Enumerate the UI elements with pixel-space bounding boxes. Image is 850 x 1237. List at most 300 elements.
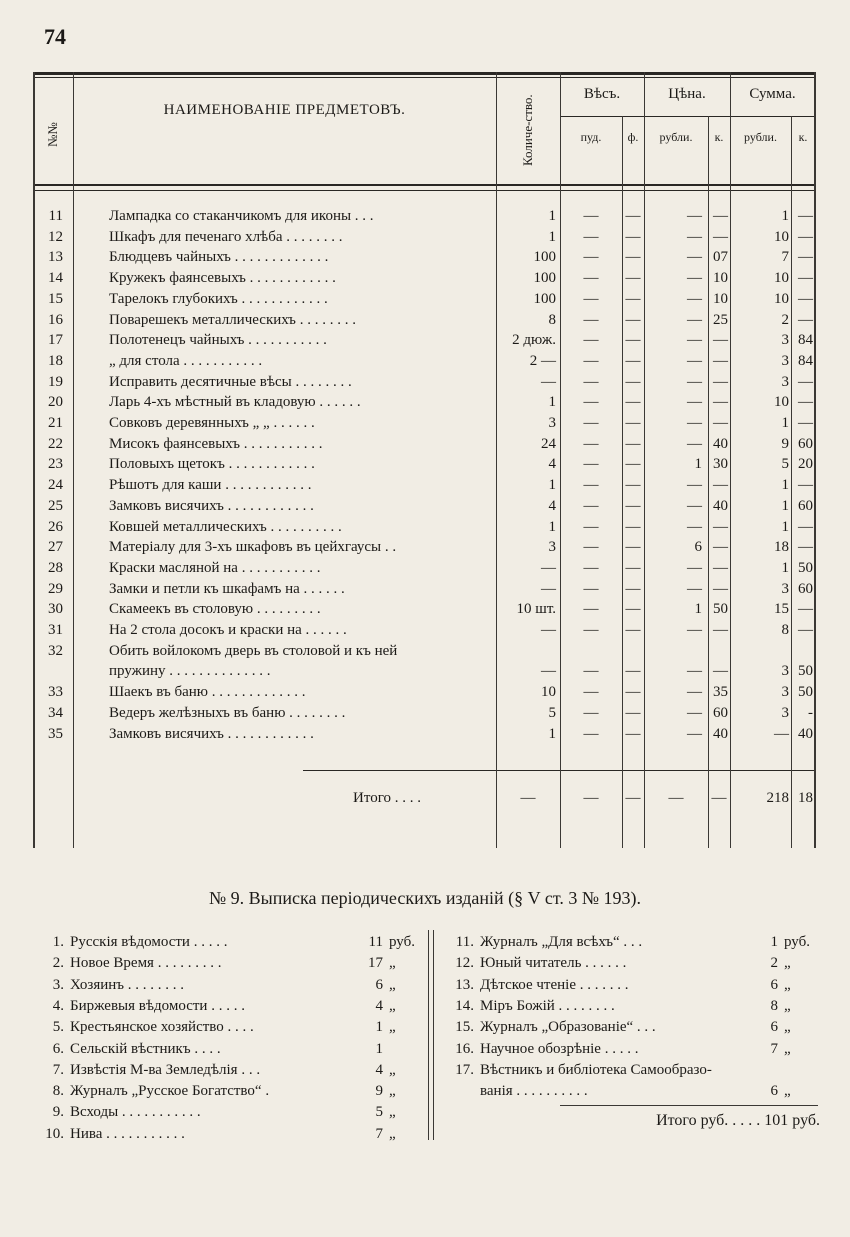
periodical-price: 1 <box>770 934 778 950</box>
cell-pud: — <box>583 497 599 514</box>
cell-qty: 5 <box>548 704 556 721</box>
total-f: — <box>625 790 641 806</box>
cell-name: Шкафъ для печенаго хлѣба . . . . . . . . <box>109 228 343 245</box>
cell-rub: — <box>687 497 702 514</box>
cell-f: — <box>625 622 641 638</box>
table-row <box>33 330 815 350</box>
cell-rub: — <box>687 332 702 349</box>
table-row <box>33 599 815 619</box>
cell-f: — <box>625 415 641 431</box>
cell-f: — <box>625 270 641 287</box>
periodical-name: Русскія вѣдомости . . . . . <box>70 934 228 950</box>
cell-pud: — <box>583 622 599 638</box>
cell-f: — <box>625 456 641 473</box>
cell-srub: 10 <box>774 270 789 287</box>
cell-rub: — <box>687 208 702 224</box>
cell-srub: — <box>774 725 789 742</box>
cell-skop: - <box>808 704 813 721</box>
cell-num: 31 <box>48 622 63 638</box>
header-price: Цѣна. <box>668 86 706 102</box>
periodical-price: 17 <box>368 955 383 972</box>
cell-srub: 7 <box>781 249 789 266</box>
cell-kop: 07 <box>713 249 728 266</box>
table-row <box>33 661 815 681</box>
cell-srub: 3 <box>781 684 789 701</box>
cell-f: — <box>625 580 641 597</box>
total-kop: — <box>711 790 727 806</box>
cell-srub: 15 <box>774 601 789 618</box>
cell-srub: 9 <box>781 435 789 452</box>
periodical-name: Извѣстія М-ва Земледѣлія . . . <box>70 1061 261 1078</box>
cell-qty: 100 <box>533 270 556 287</box>
table-row <box>33 372 815 392</box>
cell-name: Тарелокъ глубокихъ . . . . . . . . . . . . <box>109 290 328 307</box>
table-row <box>33 703 815 723</box>
cell-f: — <box>625 497 641 514</box>
cell-pud: — <box>583 249 599 266</box>
periodical-item <box>30 932 425 953</box>
periodical-item <box>440 1017 820 1038</box>
table-row <box>33 289 815 309</box>
header-weight: Вѣсъ. <box>583 86 621 102</box>
cell-name: Исправить десятичные вѣсы . . . . . . . . <box>109 373 352 390</box>
cell-skop: — <box>798 249 813 266</box>
cell-num: 13 <box>48 249 63 266</box>
periodical-n: 2. <box>52 955 64 972</box>
cell-skop: — <box>798 539 813 556</box>
cell-srub: 3 <box>781 704 789 721</box>
cell-kop: — <box>713 394 728 411</box>
cell-kop: — <box>713 415 728 431</box>
cell-skop: — <box>798 415 813 431</box>
cell-skop: 50 <box>798 559 813 576</box>
cell-pud: — <box>583 228 599 245</box>
cell-kop: — <box>713 477 728 494</box>
cell-srub: 3 <box>781 663 789 680</box>
cell-kop: — <box>713 332 728 349</box>
cell-kop: 60 <box>713 704 728 721</box>
cell-f: — <box>625 311 641 328</box>
cell-name: Ковшей металлическихъ . . . . . . . . . . <box>109 518 342 535</box>
periodical-item <box>30 975 425 996</box>
periodical-unit: „ <box>389 1125 396 1142</box>
periodical-item <box>30 1124 425 1145</box>
cell-qty: 1 <box>548 518 556 535</box>
header-price-kop: к. <box>714 130 724 144</box>
periodical-name: Міръ Божій . . . . . . . . <box>480 997 615 1014</box>
cell-qty: 100 <box>533 290 556 307</box>
table-row <box>33 579 815 599</box>
cell-name: Лампадка со стаканчикомъ для иконы . . . <box>109 208 374 224</box>
cell-pud: — <box>583 311 599 328</box>
total-rule <box>560 1105 818 1106</box>
periodical-item <box>440 953 820 974</box>
cell-qty: 2 — <box>529 352 556 369</box>
cell-skop: 60 <box>798 580 813 597</box>
periodical-unit: „ <box>389 955 396 972</box>
cell-qty: 1 <box>548 208 556 224</box>
table-row <box>33 413 815 433</box>
periodical-price: 4 <box>375 1061 383 1078</box>
cell-name: Краски масляной на . . . . . . . . . . . <box>109 559 321 576</box>
cell-f: — <box>625 290 641 307</box>
cell-rub: — <box>687 663 702 680</box>
periodical-n: 5. <box>52 1019 64 1036</box>
page-number: 74 <box>44 24 66 49</box>
periodical-unit: „ <box>784 955 791 972</box>
cell-skop: 84 <box>798 332 813 349</box>
cell-name: Полотенецъ чайныхъ . . . . . . . . . . . <box>109 332 327 349</box>
cell-name: Половыхъ щетокъ . . . . . . . . . . . . <box>109 456 315 473</box>
cell-skop: — <box>798 270 813 287</box>
cell-qty: — <box>541 580 556 597</box>
periodical-n: 7. <box>52 1061 64 1078</box>
cell-skop: — <box>798 477 813 494</box>
cell-f: — <box>625 559 641 576</box>
cell-rub: — <box>687 311 702 328</box>
cell-pud: — <box>583 518 599 535</box>
cell-f: — <box>625 352 641 369</box>
cell-pud: — <box>583 208 599 224</box>
cell-name: На 2 стола досокъ и краски на . . . . . . <box>109 622 347 638</box>
cell-skop: — <box>798 394 813 411</box>
cell-qty: 8 <box>548 311 556 328</box>
cell-rub: — <box>687 580 702 597</box>
cell-name: Рѣшотъ для каши . . . . . . . . . . . . <box>109 477 312 494</box>
periodical-n: 11. <box>455 934 474 950</box>
cell-kop: — <box>713 539 728 556</box>
cell-f: — <box>625 435 641 452</box>
periodical-unit: „ <box>784 1083 791 1100</box>
cell-skop: — <box>798 373 813 390</box>
table-row <box>33 496 815 516</box>
header-quantity: Количе-ство. <box>520 94 535 166</box>
table-row <box>33 682 815 702</box>
cell-rub: — <box>687 394 702 411</box>
expense-table <box>33 72 815 848</box>
periodical-unit: „ <box>784 997 791 1014</box>
cell-srub: 1 <box>781 415 789 431</box>
cell-f: — <box>625 539 641 556</box>
cell-kop: 35 <box>713 684 728 701</box>
cell-name: Мисокъ фаянсевыхъ . . . . . . . . . . . <box>109 435 323 452</box>
cell-pud: — <box>583 559 599 576</box>
periodical-name: Нива . . . . . . . . . . . <box>70 1125 185 1142</box>
cell-srub: 8 <box>781 622 789 638</box>
cell-num: 11 <box>48 208 63 224</box>
cell-kop: — <box>713 580 728 597</box>
cell-skop: — <box>798 622 813 638</box>
cell-pud: — <box>583 352 599 369</box>
periodical-item <box>30 1017 425 1038</box>
cell-f: — <box>625 373 641 390</box>
cell-name: „ для стола . . . . . . . . . . . <box>109 352 263 369</box>
periodical-n: 8. <box>52 1083 64 1100</box>
cell-name: Кружекъ фаянсевыхъ . . . . . . . . . . . . <box>109 270 336 287</box>
cell-qty: 3 <box>548 415 556 431</box>
periodical-price: 6 <box>375 976 383 993</box>
cell-name: Ларь 4-хъ мѣстный въ кладовую . . . . . . <box>109 394 361 411</box>
header-pud: пуд. <box>580 130 602 144</box>
cell-qty: — <box>541 622 556 638</box>
section-title: № 9. Выписка періодическихъ изданій (§ V ст. 3 № 193). <box>208 888 642 908</box>
cell-qty: 1 <box>548 477 556 494</box>
cell-srub: 3 <box>781 373 789 390</box>
table-row <box>33 392 815 412</box>
header-sum: Сумма. <box>749 86 796 102</box>
cell-qty: — <box>541 663 556 680</box>
cell-num: 23 <box>48 456 63 473</box>
periodical-price: 6 <box>770 1019 778 1036</box>
periodical-name: Журналъ „Для всѣхъ“ . . . <box>480 934 643 950</box>
cell-f: — <box>625 394 641 411</box>
cell-num: 14 <box>48 270 63 287</box>
header-sum-kop: к. <box>798 130 808 144</box>
cell-kop: 40 <box>713 435 728 452</box>
periodical-n: 13. <box>455 976 474 993</box>
periodical-item <box>440 1060 820 1081</box>
cell-pud: — <box>583 725 599 742</box>
column-divider <box>428 930 429 1140</box>
cell-srub: 5 <box>781 456 789 473</box>
cell-rub: — <box>687 290 702 307</box>
cell-rub: — <box>687 704 702 721</box>
cell-kop: 40 <box>713 725 728 742</box>
cell-skop: 60 <box>798 497 813 514</box>
cell-skop: 40 <box>798 725 813 742</box>
cell-qty: — <box>541 559 556 576</box>
periodical-name: Научное обозрѣніе . . . . . <box>480 1040 639 1057</box>
periodical-name: Журналъ „Русское Богатство“ . <box>70 1083 270 1100</box>
cell-name: Совковъ деревянныхъ „ „ . . . . . . <box>109 415 315 431</box>
periodical-price: 7 <box>770 1040 778 1057</box>
cell-pud: — <box>583 270 599 287</box>
column-divider-2 <box>433 930 434 1140</box>
table-row <box>33 454 815 474</box>
cell-rub: — <box>687 270 702 287</box>
cell-rub: — <box>687 622 702 638</box>
cell-srub: 2 <box>781 311 789 328</box>
total-sum-kop: 18 <box>798 790 813 806</box>
cell-qty: — <box>541 373 556 390</box>
cell-num: 18 <box>48 352 63 369</box>
cell-name: Ведеръ желѣзныхъ въ баню . . . . . . . . <box>109 704 346 721</box>
cell-kop: — <box>713 663 728 680</box>
cell-qty: 1 <box>548 228 556 245</box>
cell-kop: — <box>713 559 728 576</box>
cell-num: 29 <box>48 580 63 597</box>
cell-name: Скамеекъ въ столовую . . . . . . . . . <box>109 601 321 618</box>
periodical-n: 3. <box>52 976 64 993</box>
periodical-item <box>440 1081 820 1102</box>
periodical-price: 11 <box>368 934 383 950</box>
periodical-unit: „ <box>784 1040 791 1057</box>
periodical-n: 16. <box>455 1040 474 1057</box>
periodical-item <box>30 1060 425 1081</box>
cell-name: Обить войлокомъ дверь въ столовой и къ ней <box>109 642 398 659</box>
periodical-item <box>30 996 425 1017</box>
periodical-n: 4. <box>52 997 64 1014</box>
cell-qty: 24 <box>541 435 556 452</box>
cell-f: — <box>625 663 641 680</box>
periodical-n: 6. <box>52 1040 64 1057</box>
cell-rub: — <box>687 415 702 431</box>
cell-name: Замки и петли къ шкафамъ на . . . . . . <box>109 580 345 597</box>
cell-qty: 10 шт. <box>516 601 556 618</box>
cell-skop: — <box>798 290 813 307</box>
periodical-name: Дѣтское чтеніе . . . . . . . <box>480 976 629 993</box>
cell-kop: — <box>713 518 728 535</box>
cell-num: 25 <box>48 497 63 514</box>
cell-num: 20 <box>48 394 63 411</box>
cell-skop: 84 <box>798 352 813 369</box>
cell-pud: — <box>583 580 599 597</box>
header-number: №№ <box>45 122 60 147</box>
periodical-price: 6 <box>770 976 778 993</box>
cell-skop: — <box>798 311 813 328</box>
header-name: НАИМЕНОВАНІЕ ПРЕДМЕТОВЪ. <box>163 102 406 118</box>
cell-kop: 30 <box>713 456 728 473</box>
cell-name: Замковъ висячихъ . . . . . . . . . . . . <box>109 497 314 514</box>
periodical-name: Биржевыя вѣдомости . . . . . <box>70 997 245 1014</box>
periodical-n: 14. <box>455 997 474 1014</box>
periodical-unit: „ <box>389 1104 396 1121</box>
table-row <box>33 310 815 330</box>
periodical-n: 1. <box>52 934 64 950</box>
periodical-item <box>440 932 820 953</box>
periodical-n: 17. <box>455 1061 474 1078</box>
total-sum-rub: 218 <box>766 790 789 806</box>
cell-num: 21 <box>48 415 63 431</box>
periodical-name: Журналъ „Образованіе“ . . . <box>480 1019 656 1036</box>
cell-num: 17 <box>48 332 63 349</box>
periodical-name: Хозяинъ . . . . . . . . <box>70 976 185 993</box>
cell-name: пружину . . . . . . . . . . . . . . <box>109 663 271 680</box>
periodical-item <box>30 1081 425 1102</box>
periodical-unit: руб. <box>784 934 810 950</box>
cell-num: 16 <box>48 311 63 328</box>
cell-srub: 3 <box>781 352 789 369</box>
cell-pud: — <box>583 684 599 701</box>
cell-kop: — <box>713 208 728 224</box>
cell-srub: 18 <box>774 539 789 556</box>
cell-kop: 40 <box>713 497 728 514</box>
periodical-name: Сельскій вѣстникъ . . . . <box>70 1040 221 1057</box>
periodical-unit: „ <box>784 1019 791 1036</box>
cell-qty: 4 <box>548 497 556 514</box>
table-row <box>33 517 815 537</box>
table-row <box>33 537 815 557</box>
cell-srub: 10 <box>774 228 789 245</box>
cell-num: 33 <box>48 684 63 701</box>
cell-qty: 3 <box>548 539 556 556</box>
cell-rub: — <box>687 249 702 266</box>
cell-num: 32 <box>48 642 63 659</box>
cell-f: — <box>625 601 641 618</box>
cell-num: 19 <box>48 373 63 390</box>
cell-rub: — <box>687 684 702 701</box>
cell-skop: 50 <box>798 663 813 680</box>
table-row <box>33 620 815 640</box>
cell-kop: 25 <box>713 311 728 328</box>
header-f: ф. <box>627 130 639 144</box>
periodical-unit: „ <box>389 1083 396 1100</box>
cell-f: — <box>625 684 641 701</box>
periodical-price: 1 <box>375 1040 383 1057</box>
cell-num: 12 <box>48 228 63 245</box>
cell-num: 35 <box>48 725 63 742</box>
periodical-item <box>30 953 425 974</box>
header-price-rub: рубли. <box>659 130 693 144</box>
periodical-price: 7 <box>375 1125 383 1142</box>
periodical-unit: „ <box>389 997 396 1014</box>
cell-skop: 20 <box>798 456 813 473</box>
cell-kop: — <box>713 622 728 638</box>
periodical-name: Крестьянское хозяйство . . . . <box>70 1019 254 1036</box>
table-row <box>33 558 815 578</box>
cell-pud: — <box>583 332 599 349</box>
cell-skop: — <box>798 208 813 224</box>
periodical-n: 9. <box>52 1104 64 1121</box>
total-qty: — <box>520 790 536 806</box>
periodical-n: 10. <box>45 1125 64 1142</box>
cell-srub: 3 <box>781 332 789 349</box>
total-rub: — <box>668 790 684 806</box>
cell-f: — <box>625 208 641 224</box>
cell-rub: — <box>687 725 702 742</box>
periodical-n: 15. <box>455 1019 474 1036</box>
cell-f: — <box>625 477 641 494</box>
cell-pud: — <box>583 290 599 307</box>
cell-rub: 6 <box>694 539 702 556</box>
cell-qty: 10 <box>541 684 556 701</box>
cell-pud: — <box>583 435 599 452</box>
cell-rub: — <box>687 559 702 576</box>
cell-name: Блюдцевъ чайныхъ . . . . . . . . . . . . . <box>109 249 329 266</box>
periodicals-total: Итого руб. . . . . 101 руб. <box>656 1112 820 1129</box>
cell-rub: — <box>687 228 702 245</box>
cell-qty: 1 <box>548 394 556 411</box>
cell-num: 15 <box>48 290 63 307</box>
cell-srub: 10 <box>774 394 789 411</box>
periodical-price: 5 <box>375 1104 383 1121</box>
periodical-name: Вѣстникъ и библіотека Самообразо- <box>480 1061 712 1078</box>
periodical-price: 9 <box>375 1083 383 1100</box>
periodical-item <box>440 1039 820 1060</box>
cell-kop: 10 <box>713 290 728 307</box>
cell-f: — <box>625 332 641 349</box>
cell-kop: 10 <box>713 270 728 287</box>
periodical-price: 6 <box>770 1083 778 1100</box>
periodical-price: 8 <box>770 997 778 1014</box>
cell-rub: — <box>687 435 702 452</box>
cell-name: Шаекъ въ баню . . . . . . . . . . . . . <box>109 684 306 701</box>
cell-qty: 4 <box>548 456 556 473</box>
periodical-item <box>440 996 820 1017</box>
cell-srub: 3 <box>781 580 789 597</box>
table-row <box>33 641 815 661</box>
table-row <box>33 351 815 371</box>
cell-skop: — <box>798 518 813 535</box>
cell-pud: — <box>583 456 599 473</box>
cell-name: Поварешекъ металлическихъ . . . . . . . . <box>109 311 356 328</box>
cell-pud: — <box>583 415 599 431</box>
cell-rub: 1 <box>694 601 702 618</box>
table-row <box>33 434 815 454</box>
periodical-item <box>30 1039 425 1060</box>
table-row <box>33 227 815 247</box>
cell-qty: 2 дюж. <box>512 332 556 349</box>
